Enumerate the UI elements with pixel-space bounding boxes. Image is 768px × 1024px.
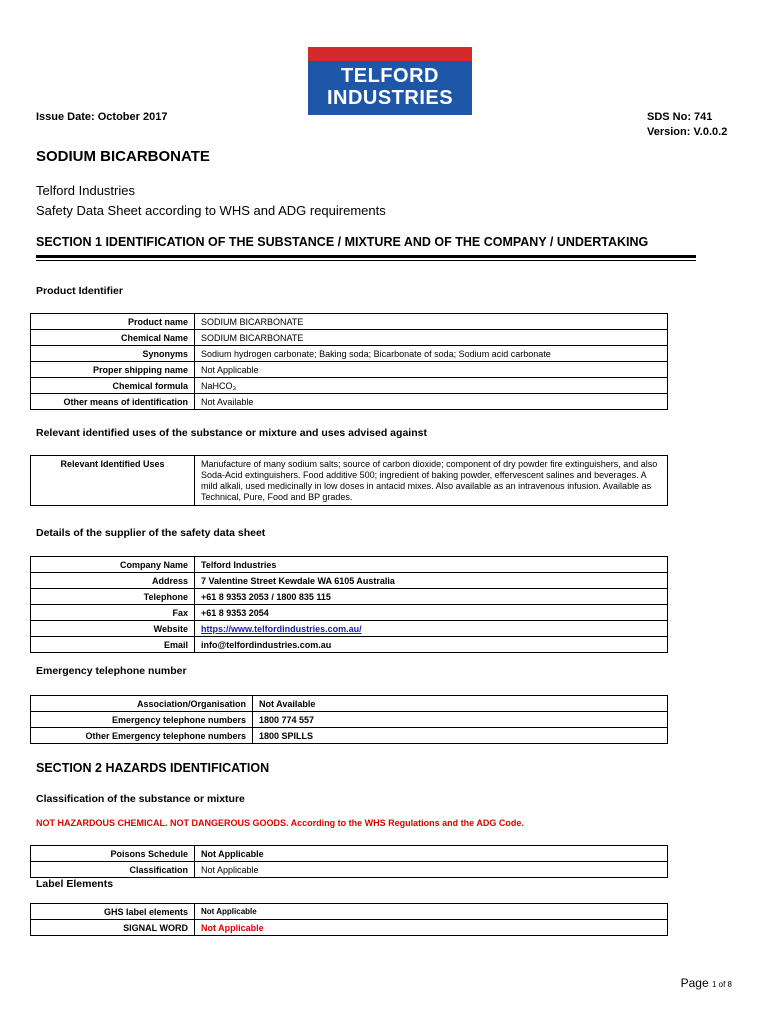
row-label: Address [31,573,195,589]
row-value: SODIUM BICARBONATE [195,314,668,330]
emergency-table [30,695,668,744]
row-value: NaHCO₃ [195,378,668,394]
row-value: Not Available [253,696,668,712]
uses-heading: Relevant identified uses of the substance or mixture and uses advised against [36,427,427,439]
table-row [31,314,668,330]
table-row [31,589,668,605]
row-label: Chemical formula [31,378,195,394]
table-row [31,862,668,878]
table-row [31,637,668,653]
table-row [31,712,668,728]
row-label: Email [31,637,195,653]
table-row [31,573,668,589]
signal-word-value: Not Applicable [195,920,668,936]
row-label: Website [31,621,195,637]
issue-date: Issue Date: October 2017 [36,111,168,123]
row-label: Classification [31,862,195,878]
table-row [31,330,668,346]
row-value: 1800 774 557 [253,712,668,728]
supplier-table [30,556,668,653]
row-label: GHS label elements [31,904,195,920]
table-row [31,362,668,378]
row-label: Relevant Identified Uses [31,456,195,506]
section-1-rule-thin [36,260,696,261]
row-value: Not Available [195,394,668,410]
table-row [31,378,668,394]
table-row [31,346,668,362]
uses-table [30,455,668,506]
website-link[interactable]: https://www.telfordindustries.com.au/ [201,623,362,634]
sds-number: SDS No: 741 [647,111,713,123]
telford-logo [308,47,472,115]
table-row [31,904,668,920]
emergency-heading: Emergency telephone number [36,665,187,677]
row-value: 7 Valentine Street Kewdale WA 6105 Australia [195,573,668,589]
row-label: Association/Organisation [31,696,253,712]
product-identifier-heading: Product Identifier [36,285,123,297]
row-value: SODIUM BICARBONATE [195,330,668,346]
row-label: Emergency telephone numbers [31,712,253,728]
hazard-notice: NOT HAZARDOUS CHEMICAL. NOT DANGEROUS GOODS. According to the WHS Regulations and the ADG Code. [36,818,524,828]
table-row [31,394,668,410]
table-row [31,846,668,862]
sds-line: Safety Data Sheet according to WHS and ADG requirements [36,203,386,218]
row-value: Not Applicable [195,862,668,878]
row-label: Other means of identification [31,394,195,410]
page-word: Page [680,976,709,990]
logo-red-stripe [308,47,472,61]
company-line: Telford Industries [36,183,135,198]
table-row [31,920,668,936]
row-value: 1800 SPILLS [253,728,668,744]
classification-heading: Classification of the substance or mixture [36,793,245,805]
row-value: Manufacture of many sodium salts; source of carbon dioxide; component of dry powder fire extinguishers, and also Soda-Acid extinguishers. Food additive 500; ingredient of baking powder, effervescent salines and beverages. A mild alkali, used medicinally in low doses in antacid mixes. Also available as an intravenous infusion. Available as Technical, Pure, Food and BP grades. [195,456,668,506]
row-value: +61 8 9353 2054 [195,605,668,621]
row-label: Chemical Name [31,330,195,346]
logo-line-2: INDUSTRIES [326,87,454,109]
table-row [31,456,668,506]
row-label: SIGNAL WORD [31,920,195,936]
row-value: Sodium hydrogen carbonate; Baking soda; Bicarbonate of soda; Sodium acid carbonate [195,346,668,362]
row-label: Other Emergency telephone numbers [31,728,253,744]
page-number [681,976,732,990]
label-elements-table [30,903,668,936]
page-of: 1 of 8 [711,980,732,989]
table-row [31,696,668,712]
row-value: Not Applicable [195,904,668,920]
row-label: Fax [31,605,195,621]
table-row [31,728,668,744]
row-value: Not Applicable [195,846,668,862]
section-2-heading: SECTION 2 HAZARDS IDENTIFICATION [36,761,270,775]
classification-table [30,845,668,878]
supplier-heading: Details of the supplier of the safety data sheet [36,527,266,539]
table-row [31,605,668,621]
row-label: Synonyms [31,346,195,362]
row-label: Proper shipping name [31,362,195,378]
row-value: Telford Industries [195,557,668,573]
row-label: Company Name [31,557,195,573]
table-row [31,557,668,573]
row-label: Poisons Schedule [31,846,195,862]
row-label: Telephone [31,589,195,605]
row-value: Not Applicable [195,362,668,378]
section-1-rule [36,255,696,258]
logo-line-1: TELFORD [341,65,439,87]
document-title: SODIUM BICARBONATE [36,148,210,165]
version: Version: V.0.0.2 [647,126,728,138]
section-1-heading: SECTION 1 IDENTIFICATION OF THE SUBSTANCE / MIXTURE AND OF THE COMPANY / UNDERTAKING [36,235,649,249]
row-value: info@telfordindustries.com.au [195,637,668,653]
label-elements-heading: Label Elements [36,878,114,890]
row-value: +61 8 9353 2053 / 1800 835 115 [195,589,668,605]
table-row [31,621,668,637]
row-label: Product name [31,314,195,330]
product-identifier-table [30,313,668,410]
